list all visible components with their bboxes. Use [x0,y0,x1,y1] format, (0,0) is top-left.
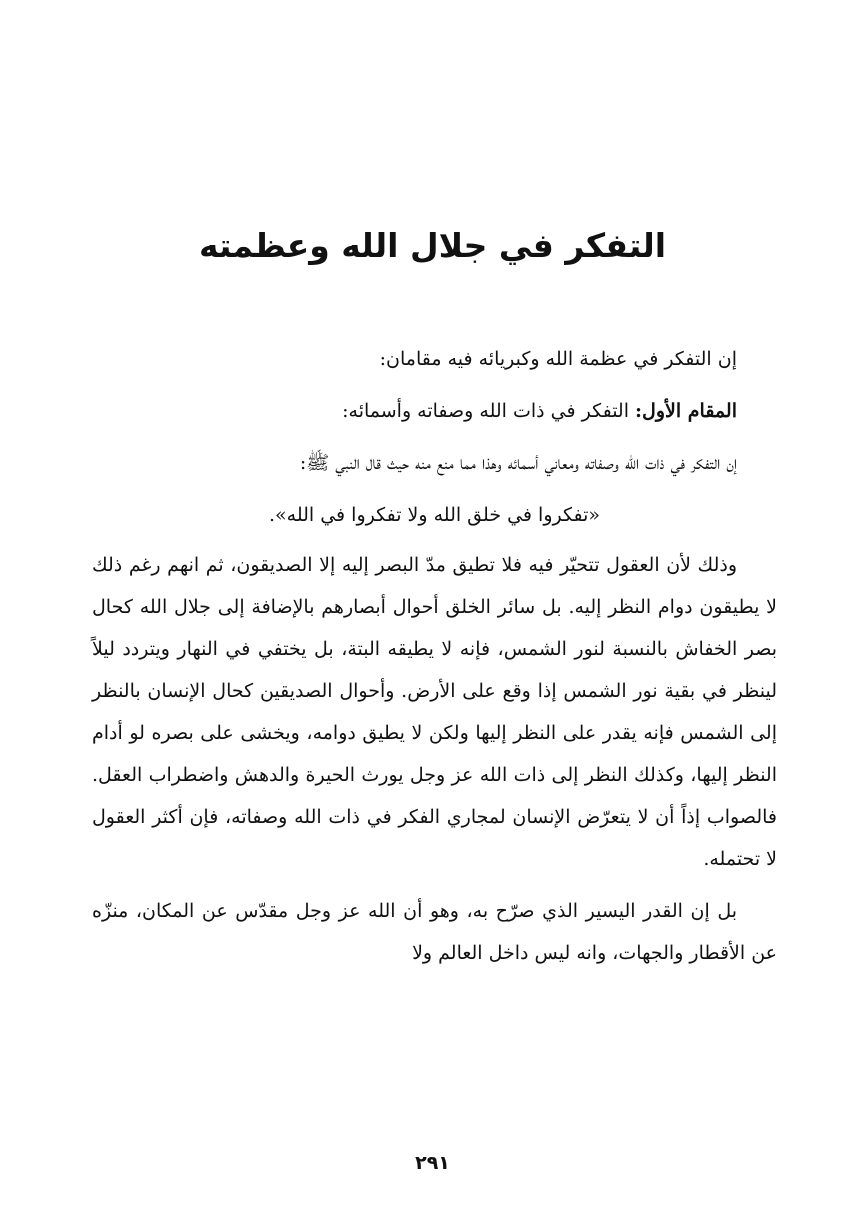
chapter-title: التفكر في جلال الله وعظمته [198,226,667,265]
contemplation-paragraph: إن التفكر في ذات الله وصفاته ومعاني أسمائه وهذا مما منع منه حيث قال النبي ﷺ: [299,452,737,474]
first-station-label: المقام الأول: [635,400,737,422]
first-station-line [92,390,777,432]
hadith-quote: «تفكروا في خلق الله ولا تفكروا في الله». [268,504,601,526]
body-text [92,338,777,974]
first-station-text: التفكر في ذات الله وصفاته وأسمائه: [342,400,636,422]
explanation-paragraph: وذلك لأن العقول تتحيّر فيه فلا تطيق مدّ البصر إليه إلا الصديقون، ثم انهم رغم ذلك لا يطيقون دوام النظر إليه. بل سائر الخلق أحوال أبصارهم بالإضافة إلى جلال الله كحال بصر الخفاش بالنسبة لنور الشمس، فإنه لا يطيقه البتة، بل يختفي في النهار ويتردد ليلاً لينظر في بقية نور الشمس إذا وقع على الأرض. وأحوال الصديقين كحال الإنسان بالنظر إلى الشمس فإنه يقدر على النظر إليها ولكن لا يطيق دوامه، ويخشى على بصره لو أدام النظر إليها، وكذلك النظر إلى ذات الله عز وجل يورث الحيرة والدهش واضطراب العقل. فالصواب إذاً أن لا يتعرّض الإنسان لمجاري الفكر في ذات الله وصفاته، فإن أكثر العقول لا تحتمله. [92,554,777,870]
continuation-paragraph: بل إن القدر اليسير الذي صرّح به، وهو أن الله عز وجل مقدّس عن المكان، منزّه عن الأقطار والجهات، وانه ليس داخل العالم ولا [92,900,777,964]
intro-paragraph: إن التفكر في عظمة الله وكبريائه فيه مقامان: [379,348,737,370]
page-number: ٢٩١ [415,1152,450,1174]
